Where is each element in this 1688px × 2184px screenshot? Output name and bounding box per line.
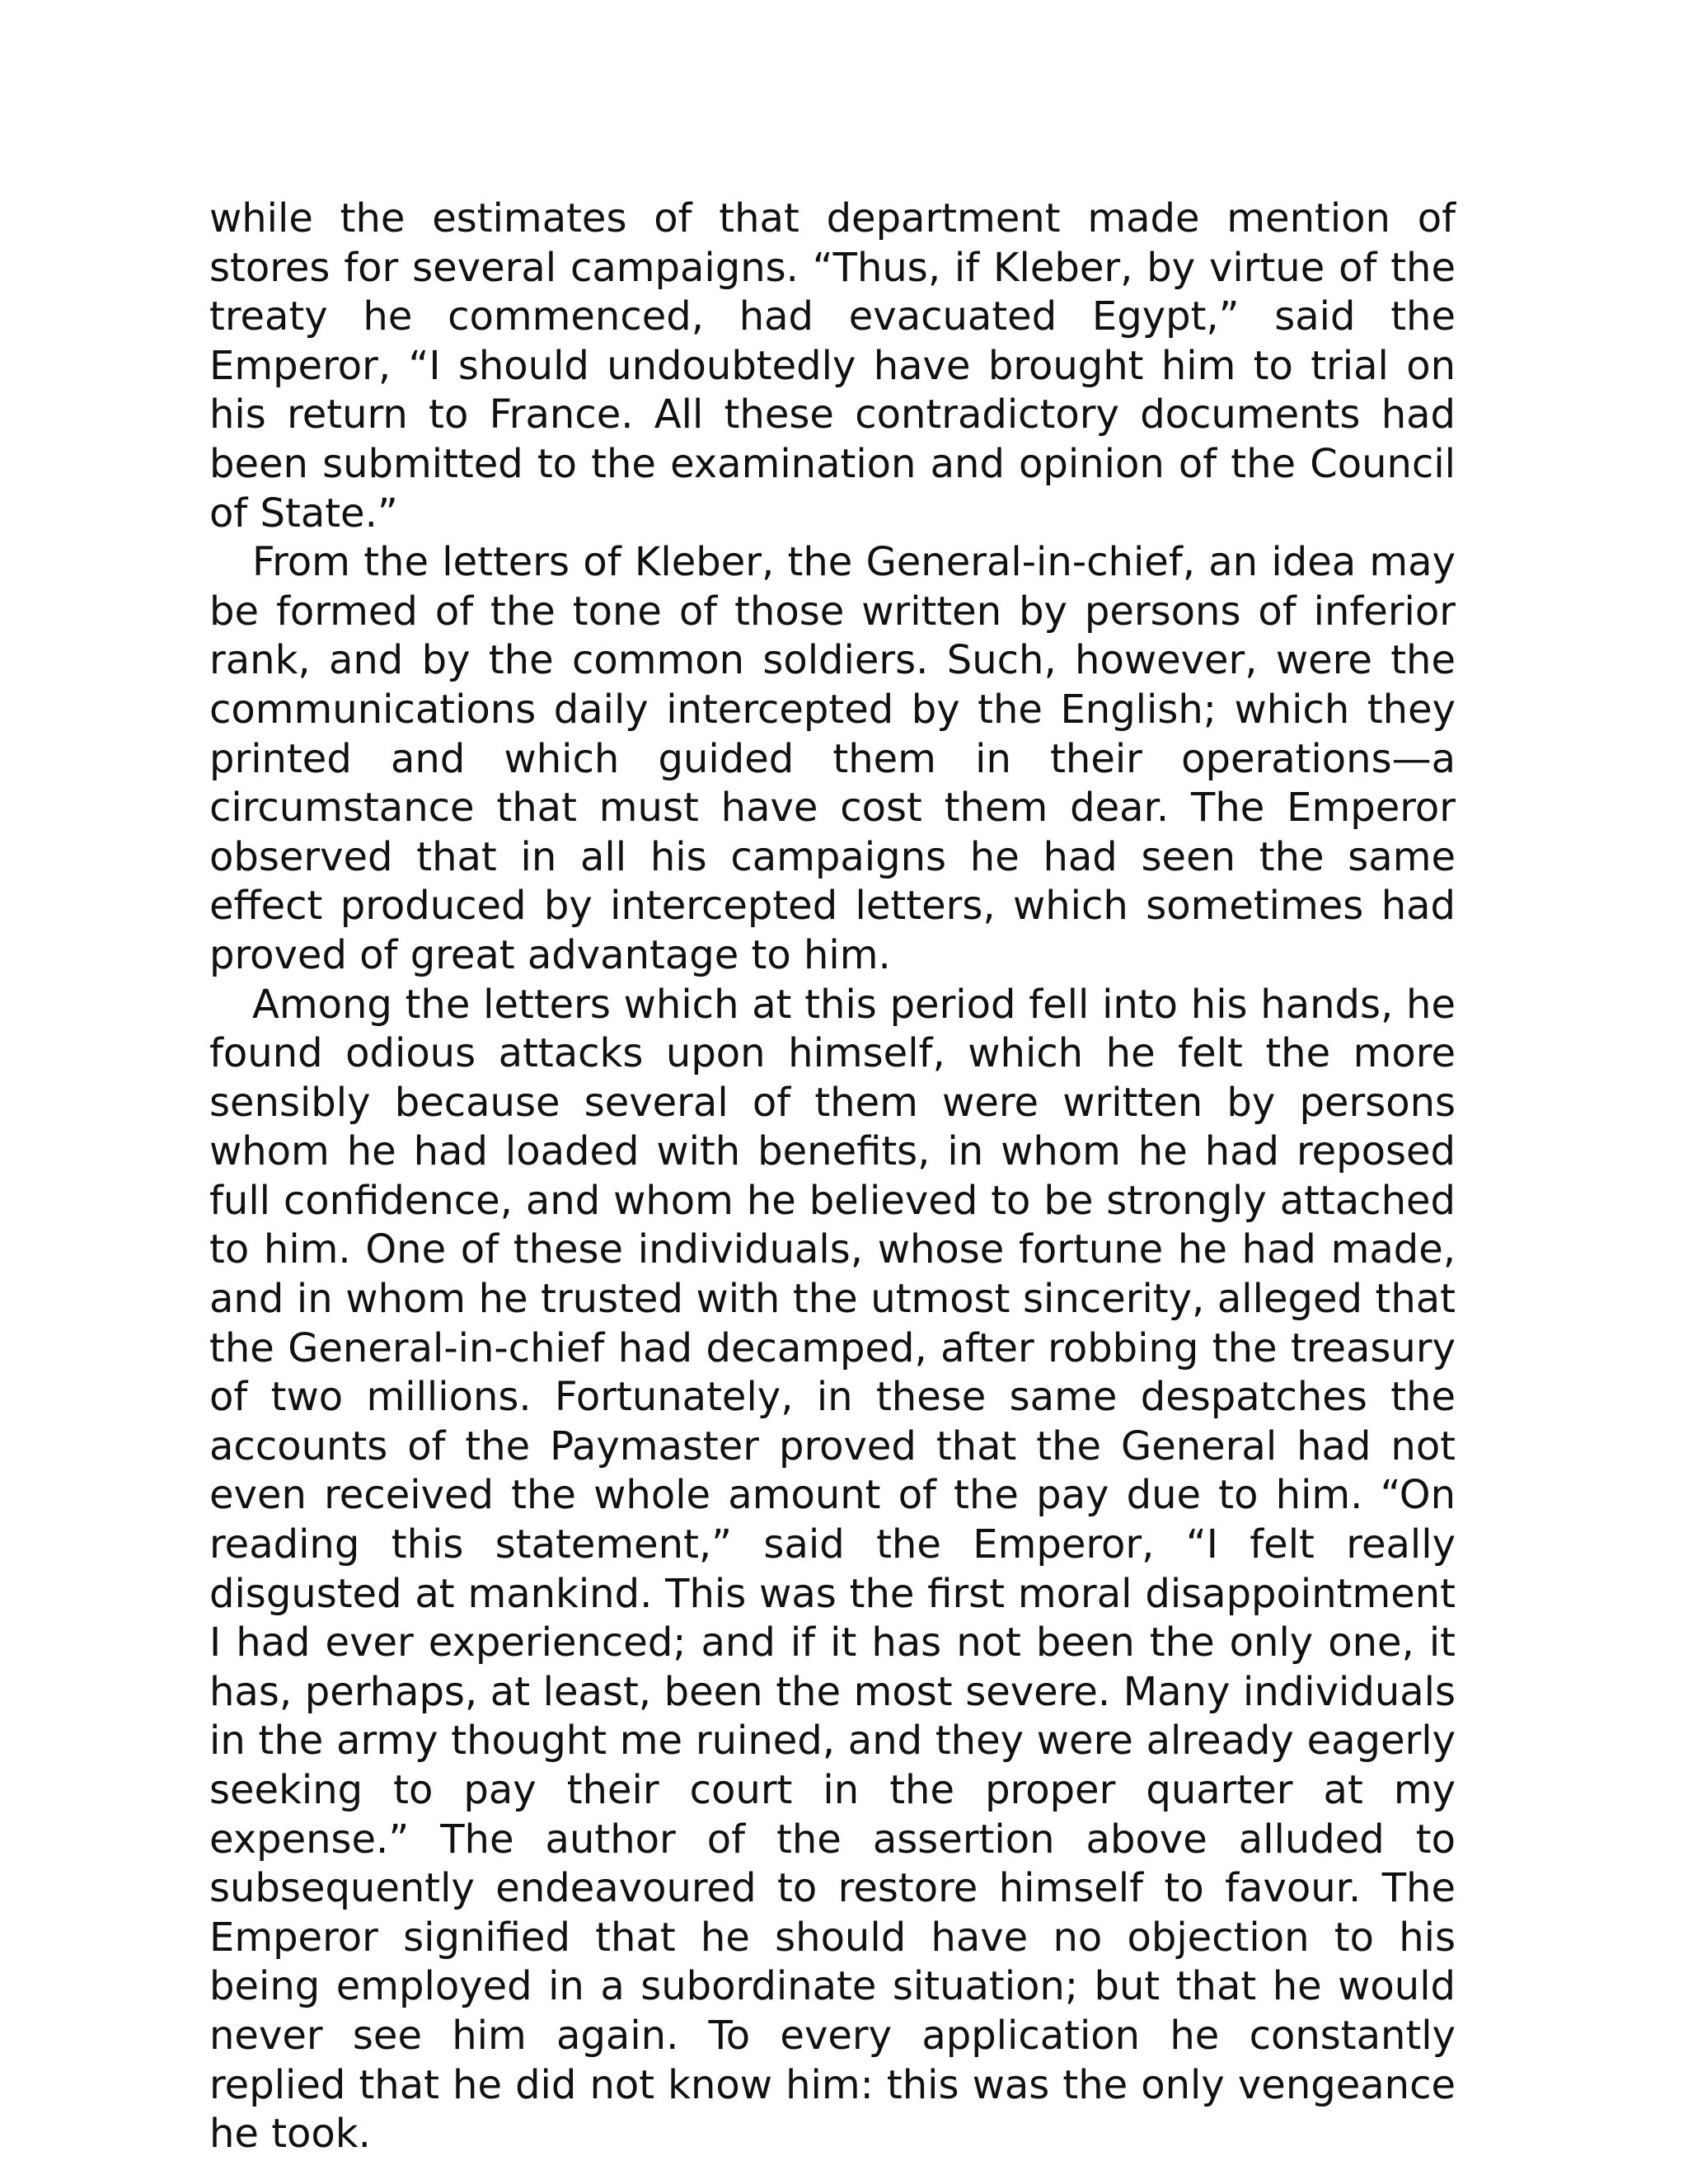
document-page bbox=[209, 194, 1456, 2159]
paragraph-1: while the estimates of that department made mention of stores for several campaigns. “Thus, if Kleber, by virtue of the treaty he commenced, had evacuated Egypt,” said the Emperor, “I should undoubtedly have brought him to trial on his return to France. All these contradictory documents had been submitted to the examination and opinion of the Council of State.” bbox=[209, 195, 1456, 537]
paragraph-2: From the letters of Kleber, the General-in-chief, an idea may be formed of the tone of those written by persons of inferior rank, and by the common soldiers. Such, however, were the communications daily intercepted by the English; which they printed and which guided them in their operations—a circumstance that must have cost them dear. The Emperor observed that in all his campaigns he had seen the same effect produced by intercepted letters, which sometimes had proved of great advantage to him. bbox=[209, 539, 1456, 978]
paragraph-3: Among the letters which at this period fell into his hands, he found odious attacks upon himself, which he felt the more sensibly because several of them were written by persons whom he had loaded with benefits, in whom he had reposed full confidence, and whom he believed to be strongly attached to him. One of these individuals, whose fortune he had made, and in whom he trusted with the utmost sincerity, alleged that the General-in-chief had decamped, after robbing the treasury of two millions. Fortunately, in these same despatches the accounts of the Paymaster proved that the General had not even received the whole amount of the pay due to him. “On reading this statement,” said the Emperor, “I felt really disgusted at mankind. This was the first moral disappointment I had ever experienced; and if it has not been the only one, it has, perhaps, at least, been the most severe. Many individuals in the army thought me ruined, and they were already eagerly seeking to pay their court in the proper quarter at my expense.” The author of the assertion above alluded to subsequently endeavoured to restore himself to favour. The Emperor signified that he should have no objection to his being employed in a subordinate situation; but that he would never see him again. To every application he constantly replied that he did not know him: this was the only vengeance he took. bbox=[209, 981, 1456, 2158]
